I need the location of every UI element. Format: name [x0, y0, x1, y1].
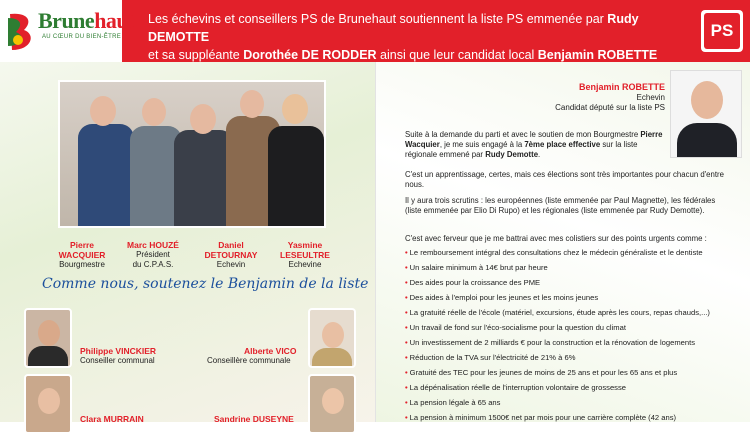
councillor-role: Conseiller communal — [80, 356, 155, 365]
brunehaut-b-icon — [4, 10, 38, 54]
priority-item: • La pension à minimum 1500€ net par mois pour une carrière complète (42 ans) — [405, 413, 677, 422]
priority-item: • Un salaire minimum à 14€ brut par heure — [405, 263, 548, 272]
priority-item: • Le remboursement intégral des consultations chez le médecin généraliste et le dentiste — [405, 248, 703, 257]
councillor-name: Sandrine DUSEYNE — [214, 414, 294, 424]
priority-item: • Réduction de la TVA sur l'électricité de 21% à 6% — [405, 353, 576, 362]
official-detournay: Daniel DETOURNAY Echevin — [204, 240, 258, 269]
priority-item: • La dépénalisation réelle de l'interruption volontaire de grossesse — [405, 383, 626, 392]
header-line-1: Les échevins et conseillers PS de Brunehaut soutiennent la liste PS emmenée par Rudy DEMOTTE — [148, 12, 639, 44]
ps-party-logo: PS — [701, 10, 743, 52]
councillor-name: Clara MURRAIN — [80, 414, 144, 424]
priorities-list — [405, 248, 735, 428]
intro-paragraph: Suite à la demande du parti et avec le soutien de mon Bourgmestre Pierre Wacquier, je me suis engagé à la 7ème place effective sur la liste régionale emmené par Rudy Demotte. — [405, 130, 663, 159]
benjamin-role: Echevin Candidat député sur la liste PS — [555, 93, 665, 112]
councillor-role: Conseillère communale — [207, 356, 291, 365]
paragraph-ferveur: C'est avec ferveur que je me battrai avec mes colistiers sur des points urgents comme : — [405, 234, 707, 243]
header-banner — [0, 0, 750, 62]
councillor-photo — [308, 308, 356, 368]
person-head — [90, 96, 116, 126]
official-leseultre: Yasmine LESEULTRE Echevine — [280, 240, 330, 269]
slogan: Comme nous, soutenez le Benjamin de la liste — [42, 276, 369, 292]
person-head — [240, 90, 264, 118]
brunehaut-tagline: AU CŒUR DU BIEN-ÊTRE — [42, 34, 122, 40]
person-silhouette — [174, 130, 234, 226]
priority-item: • Gratuité des TEC pour les jeunes de moins de 25 ans et pour les 65 ans et plus — [405, 368, 678, 377]
group-photo — [58, 80, 326, 228]
brunehaut-logo — [0, 0, 135, 62]
benjamin-name: Benjamin ROBETTE — [578, 82, 665, 92]
benjamin-photo — [670, 70, 742, 158]
brunehaut-wordmark: Brunehaut — [38, 8, 135, 33]
priority-item: • Un travail de fond sur l'éco-socialisme pour la question du climat — [405, 323, 626, 332]
councillor-photo — [308, 374, 356, 434]
official-houze: Marc HOUZÉ Président du C.P.A.S. — [127, 240, 179, 269]
councillor-name: Alberte VICO — [244, 346, 297, 356]
person-head — [190, 104, 216, 134]
person-head — [142, 98, 166, 126]
person-silhouette — [268, 126, 324, 226]
header-text — [148, 10, 688, 64]
person-head — [282, 94, 308, 124]
paragraph-apprentissage: C'est un apprentissage, certes, mais ces élections sont très importantes pour chacun d'entre nous. — [405, 170, 724, 189]
councillor-name: Philippe VINCKIER — [80, 346, 157, 356]
official-wacquier: Pierre WACQUIER Bourgmestre — [58, 240, 106, 269]
priority-item: • Des aides pour la croissance des PME — [405, 278, 541, 287]
priority-item: • Des aides à l'emploi pour les jeunes et les moins jeunes — [405, 293, 599, 302]
priority-item: • Un investissement de 2 milliards € pour la construction et la rénovation de logements — [405, 338, 696, 347]
councillor-photo — [24, 308, 72, 368]
priority-item: • La pension légale à 65 ans — [405, 398, 501, 407]
priority-item: • La gratuité réelle de l'école (matériel, excursions, étude après les cours, repas chauds,...) — [405, 308, 710, 317]
councillor-photo — [24, 374, 72, 434]
header-line-2: et sa suppléante Dorothée DE RODDER ainsi que leur candidat local Benjamin ROBETTE — [148, 48, 658, 62]
paragraph-scrutins: Il y aura trois scrutins : les européennes (liste emmenée par Paul Magnette), les fédérales (liste emmenée par Elio Di Rupo) et les régionales (liste emmenée par Rudy Demotte). — [405, 196, 716, 215]
person-silhouette — [78, 124, 134, 226]
